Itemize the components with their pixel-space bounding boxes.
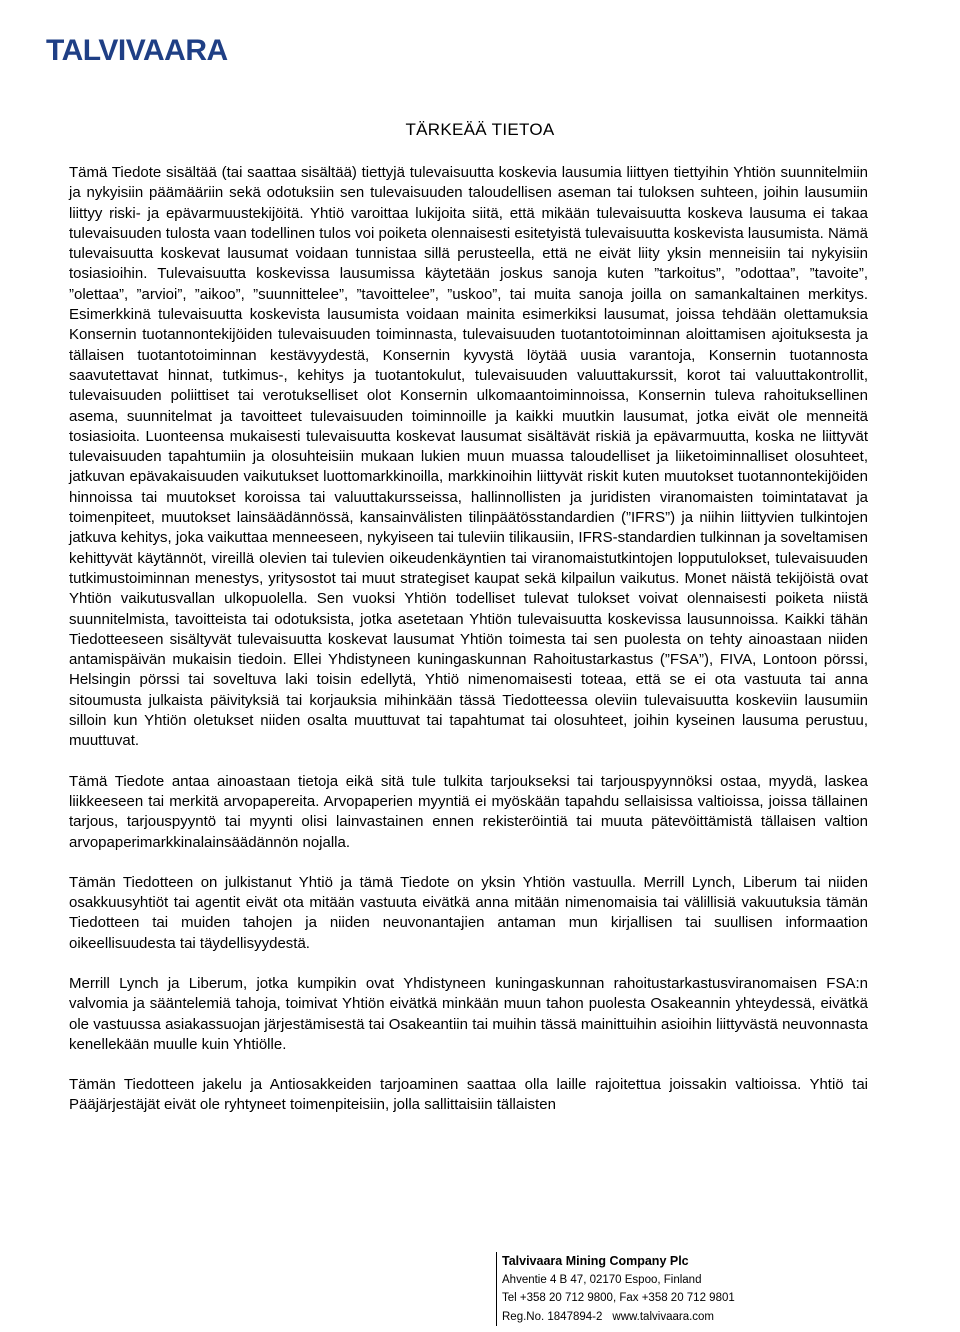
footer-company-name: Talvivaara Mining Company Plc bbox=[502, 1254, 689, 1268]
footer-address: Ahventie 4 B 47, 02170 Espoo, Finland bbox=[502, 1273, 702, 1286]
company-logo: TALVIVAARA bbox=[46, 34, 228, 67]
footer-phone: Tel +358 20 712 9800, Fax +358 20 712 9801 bbox=[502, 1292, 735, 1304]
paragraph-advisers: Merrill Lynch ja Liberum, jotka kumpikin ovat Yhdistyneen kuningaskunnan rahoitustarkastusviranomaisen FSA:n valvomia ja sääntelemiä tahoja, toimivat Yhtiön eivätkä minkään muun tahon puolesta Osakeannin yhteydessä, eivätkä ole vastuussa asiakassuojan järjestämisestä tai Osakeantiin tai muihin tässä mainittuihin asioihin liittyvästä neuvonnasta kenellekään muulle kuin Yhtiölle. bbox=[69, 974, 868, 1053]
paragraph-responsibility: Tämän Tiedotteen on julkistanut Yhtiö ja tämä Tiedote on yksin Yhtiön vastuulla. Merrill Lynch, Liberum tai niiden osakkuusyhtiöt tai agentit eivät ota mitään vastuuta eivätkä anna mitään nimenomaisia tai välillisiä vakuutuksia tämän Tiedotteen tai muiden tahojen ja niiden neuvonantajien antaman mun kirjallisen tai suullisen informaation oikeellisuudesta tai täydellisyydestä. bbox=[69, 873, 868, 952]
paragraph-distribution: Tämän Tiedotteen jakelu ja Antiosakkeiden tarjoaminen saattaa olla laille rajoitettua joissakin valtioissa. Yhtiö tai Pääjärjestäjät eivät ole ryhtyneet toimenpiteisiin, jolla sallittaisiin tällaisten bbox=[69, 1076, 868, 1114]
footer-website-link[interactable]: www.talvivaara.com bbox=[612, 1310, 715, 1323]
footer-reg-number: Reg.No. 1847894-2 bbox=[502, 1310, 603, 1323]
paragraph-forward-looking: Tämä Tiedote sisältää (tai saattaa sisältää) tiettyjä tulevaisuutta koskevia lausumia liittyen tiettyihin Yhtiön suunnitelmiin ja nykyisiin päämääriin sekä odotuksiin sen tulevaisuuden taloudellisen aseman tai tuloksen suhteen, joihin lausumiin liittyy riski- ja epävarmuustekijöitä. Yhtiö varoittaa lukijoita siitä, että mikään tulevaisuutta koskeva lausuma ei takaa tulevaisuuden tulosta vaan todellinen tulos voi poiketa olennaisesti esitetyistä tulevaisuutta koskevista lausumista. Nämä tulevaisuutta koskevat lausumat voidaan tunnistaa sillä perusteella, että ne eivät liity yksin menneisiin tai nykyisiin tosiasioihin. Tulevaisuutta koskevissa lausumissa käytetään joskus sanoja kuten ”tarkoitus”, ”odottaa”, ”tavoite”, ”olettaa”, ”arvioi”, ”aikoo”, ”suunnittelee”, ”tavoittelee”, ”uskoo”, tai muita sanoja joilla on samankaltainen merkitys. Esimerkkinä tulevaisuutta koskevista lausumista voidaan mainita esimerkiksi lausumat, joissa tehdään olettamuksia Konsernin tuotannontekijöiden tulevaisuuden toiminnasta, tulevaisuuden tuotantotoiminnan aloittamisen ajoituksesta ja tällaisen tuotantotoiminnan kestävyydestä, Konsernin kyvystä löytää uusia varantoja, Konsernin tuotannosta saavutettavat hinnat, tutkimus-, kehitys ja tuotantokulut, tulevaisuuden valuuttakurssit, korot tai valuuttakontrollit, tulevaisuuden poliittiset tai verotukselliset olot Konsernin ulkomaantoiminnoissa, Konsernin tuleva rahoituksellinen asema, suunnitelmat ja tavoitteet tulevaisuuden toiminnoille ja kaikki muutkin lausumat, jotka eivät ole menneitä tosiasioita. Luonteensa mukaisesti tulevaisuutta koskevat lausumat sisältävät riskiä ja epävarmuutta, koska ne liittyvät tulevaisuuden tapahtumiin ja olosuhteisiin mukaan lukien muun muassa taloudelliset ja liiketoiminnalliset olosuhteet, jatkuvan epävakaisuuden vaikutukset luottomarkkinoilla, markkinoihin liittyvät riskit kuten muutokset tuotannontekijöiden hinnoissa tai muutokset koroissa tai valuuttakursseissa, hallinnollisten ja juridisten viranomaisten toimintatavat ja toimenpiteet, muutokset lainsäädännössä, kansainvälisten tilinpäätösstandardien (”IFRS”) ja niihin liittyvien tulkintojen jatkuva kehitys, joka vaikuttaa menneeseen, nykyiseen tai tuleviin tilikausiin, IFRS-standardien tulkinnan ja soveltamisen kehittyvät käytännöt, vireillä olevien tai tulevien oikeudenkäyntien tai viranomaistutkintojen lopputulokset, tulevaisuuden tutkimustoiminnan menestys, yritysostot tai muut strategiset kaupat sekä kilpailun vaikutus. Monet näistä tekijöistä ovat Yhtiön vaikutusvallan ulkopuolella. Sen vuoksi Yhtiön todelliset tulevat tulokset voivat olennaisesti poiketa niistä suunnitelmista, tavoitteista tai odotuksista, jotka asetetaan Yhtiön tulevaisuutta koskevissa lausunnoissa. Kaikki tähän Tiedotteeseen sisältyvät tulevaisuutta koskevat lausumat Yhtiön toimesta tai sen puolesta on tehty ainoastaan niiden antamispäivän mukaisin tiedoin. Ellei Yhdistyneen kuningaskunnan Rahoitustarkastus (”FSA”), FIVA, Lontoon pörssi, Helsingin pörssi tai soveltuva laki toisin edellytä, Yhtiö nimenomaisesti toteaa, että se ei ota vastuuta tai anna sitoumusta julkaista päivityksiä tai korjauksia mihinkään tässä Tiedotteessa oleviin tulevaisuutta koskeviin lausumiin silloin kun Yhtiön oletukset niiden osalta muuttuvat tai tapahtumat tai olosuhteet, joihin kyseinen lausuma perustuu, muuttuvat. bbox=[69, 164, 868, 750]
footer-reg-row bbox=[502, 1308, 902, 1327]
company-footer bbox=[496, 1252, 902, 1326]
document-body bbox=[69, 163, 868, 1116]
page-heading: TÄRKEÄÄ TIETOA bbox=[405, 120, 555, 139]
paragraph-no-offer: Tämä Tiedote antaa ainoastaan tietoja eikä sitä tule tulkita tarjoukseksi tai tarjouspyynnöksi ostaa, myydä, laskea liikkeeseen tai merkitä arvopapereita. Arvopaperien myyntiä ei myöskään tapahdu sellaisissa valtioissa, joissa tällainen tarjous, tarjouspyyntö tai myynti olisi lainvastainen ennen rekisteröintiä tai muuta pätevöittämistä tällaisen valtion arvopaperimarkkinalainsäädännön nojalla. bbox=[69, 772, 868, 851]
